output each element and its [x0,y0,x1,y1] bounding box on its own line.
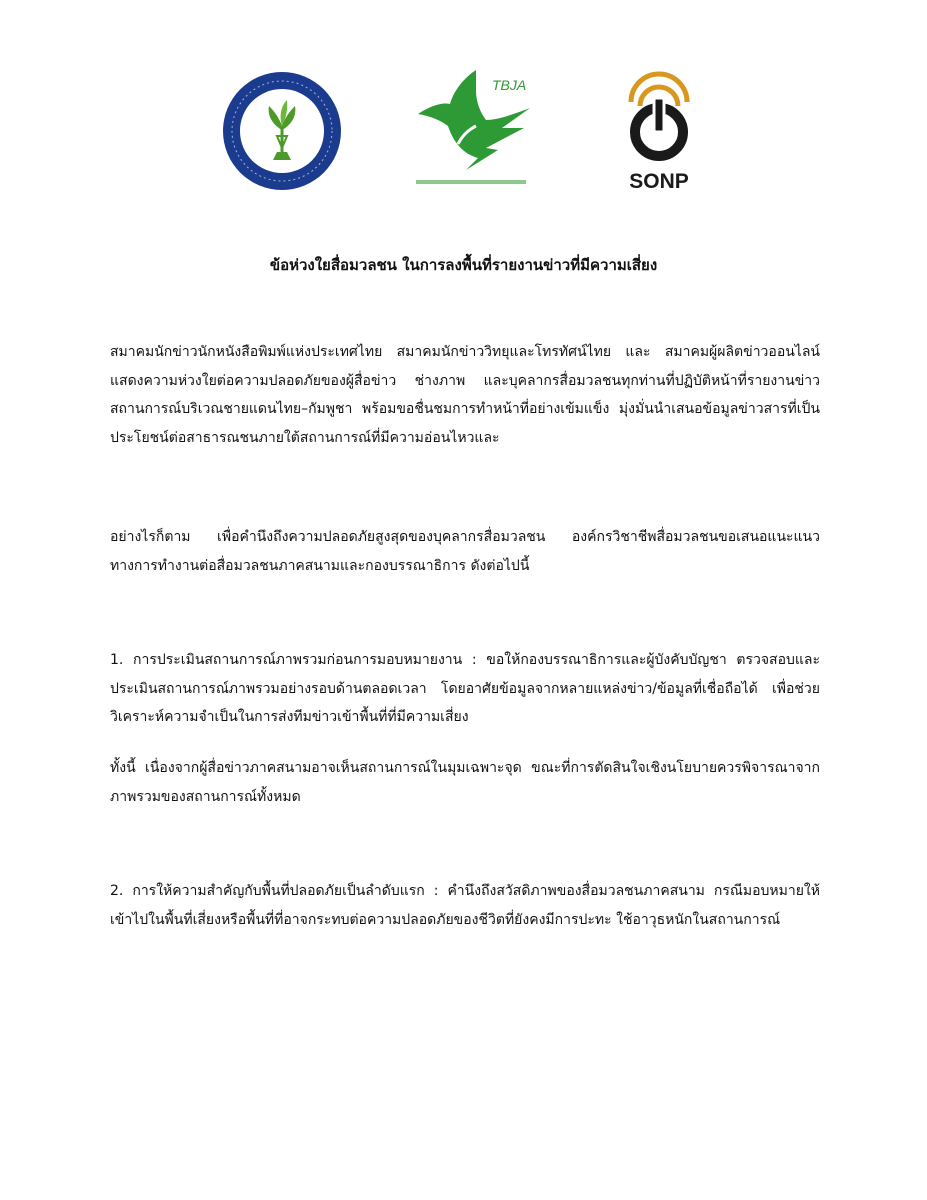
tbja-dove-lightning-logo [406,66,538,190]
tbja-logo-text: TBJA [492,77,527,93]
paragraph-item-1-note: ทั้งนี้ เนื่องจากผู้สื่อข่าวภาคสนามอาจเห็นสถานการณ์ในมุมเฉพาะจุด ขณะที่การตัดสินใจเชิงนโยบายควรพิจารณาจากภาพรวมของสถานการณ์ทั้งหมด [110,760,820,805]
paragraph-intro: สมาคมนักข่าวนักหนังสือพิมพ์แห่งประเทศไทย สมาคมนักข่าววิทยุและโทรทัศน์ไทย และ สมาคมผู้ผลิตข่าวออนไลน์ แสดงความห่วงใยต่อความปลอดภัยของผู้สื่อข่าว ช่างภาพ และบุคลากรสื่อมวลชนทุกท่านที่ปฏิบัติหน้าที่รายงานข่าวสถานการณ์บริเวณชายแดนไทย–กัมพูชา พร้อมขอชื่นชมการทำหน้าที่อย่างเข้มแข็ง มุ่งมั่นนำเสนอข้อมูลข่าวสารที่เป็นประโยชน์ต่อสาธารณชนภายใต้สถานการณ์ที่มีความอ่อนไหวและ [110,344,820,446]
sonp-power-signal-logo [625,68,693,192]
page-title: ข้อห่วงใยสื่อมวลชน ในการลงพื้นที่รายงานข่าวที่มีความเสี่ยง [269,256,658,274]
logo-row [0,66,927,196]
tbja-dove-icon [406,66,538,190]
tja-seal-icon [221,70,343,192]
sonp-logo-text: SONP [629,170,689,192]
paragraph-item-1: 1. การประเมินสถานการณ์ภาพรวมก่อนการมอบหมายงาน : ขอให้กองบรรณาธิการและผู้บังคับบัญชา ตรวจสอบและประเมินสถานการณ์ภาพรวมอย่างรอบด้านตลอดเวลา โดยอาศัยข้อมูลจากหลายแหล่งข่าว/ข้อมูลที่เชื่อถือได้ เพื่อช่วยวิเคราะห์ความจำเป็นในการส่งทีมข่าวเข้าพื้นที่ที่มีความเสี่ยง [110,652,820,726]
paragraph-recommendation-intro: อย่างไรก็ตาม เพื่อคำนึงถึงความปลอดภัยสูงสุดของบุคลากรสื่อมวลชน องค์กรวิชาชีพสื่อมวลชนขอเสนอแนะแนวทางการทำงานต่อสื่อมวลชนภาคสนามและกองบรรณาธิการ ดังต่อไปนี้ [110,529,820,574]
sonp-power-icon [625,68,693,192]
paragraph-item-2: 2. การให้ความสำคัญกับพื้นที่ปลอดภัยเป็นลำดับแรก : คำนึงถึงสวัสดิภาพของสื่อมวลชนภาคสนาม กรณีมอบหมายให้เข้าไปในพื้นที่เสี่ยงหรือพื้นที่ที่อาจกระทบต่อความปลอดภัยของชีวิตที่ยังคงมีการปะทะ ใช้อาวุธหนักในสถานการณ์ [110,883,820,928]
thai-journalists-association-logo [221,70,343,192]
